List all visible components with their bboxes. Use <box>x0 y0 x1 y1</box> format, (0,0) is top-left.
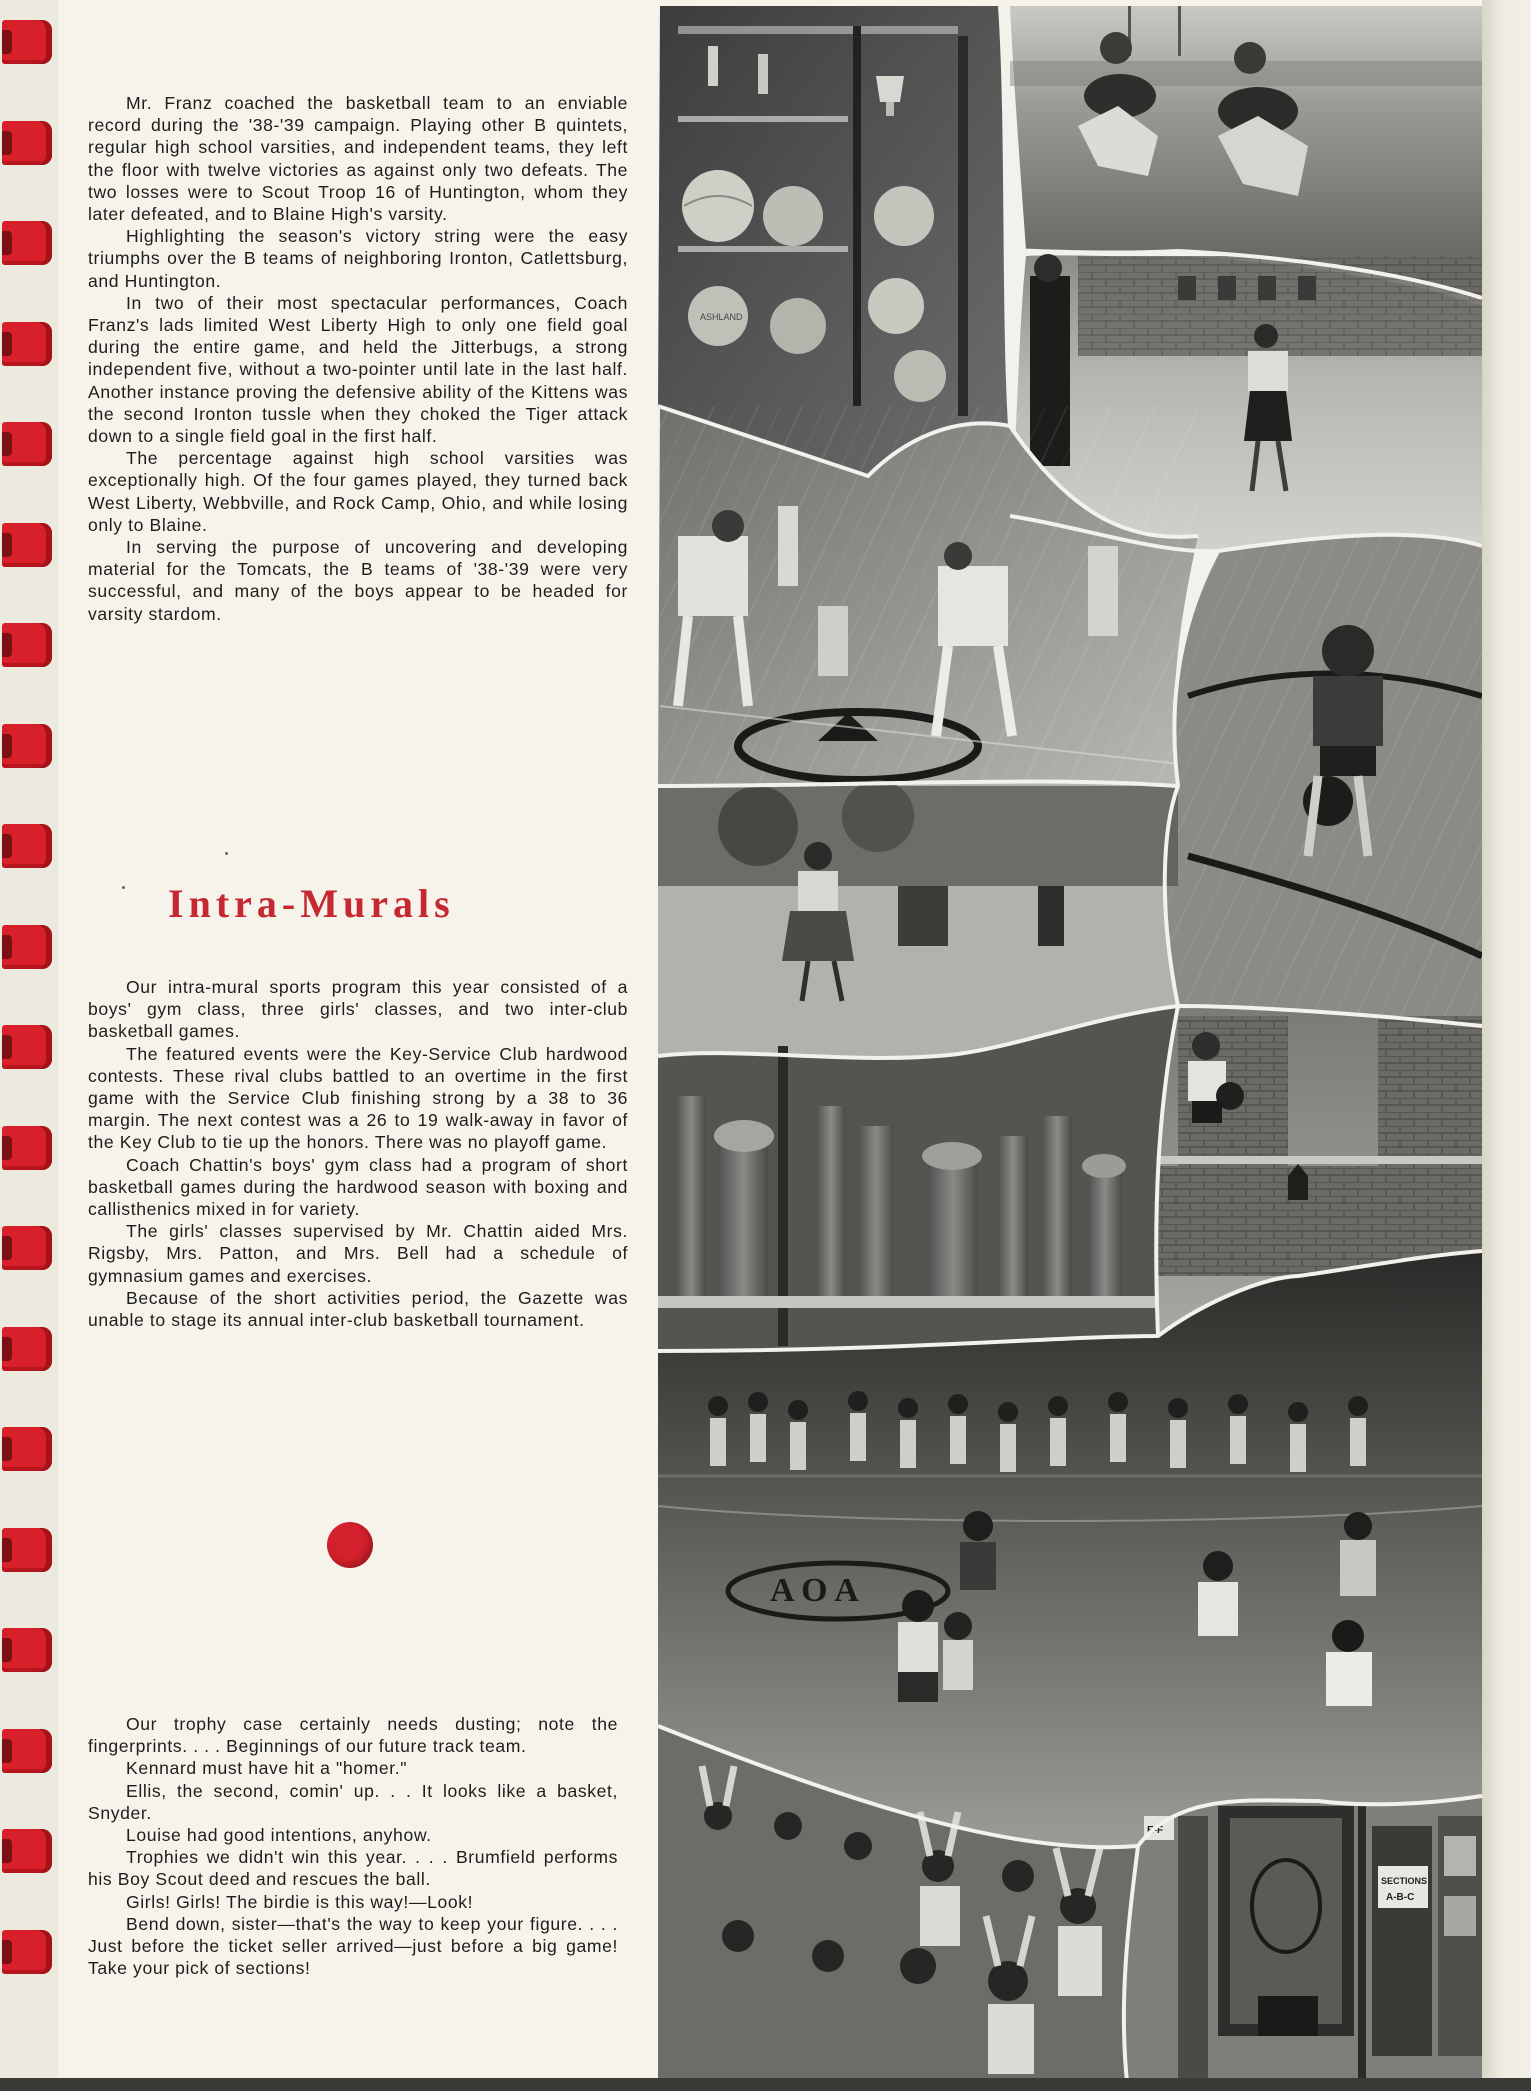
caption-paragraph: Trophies we didn't win this year. . . . Brumfield performs his Boy Scout deed and rescues the ball. <box>88 1847 618 1890</box>
intramurals-heading: Intra-Murals <box>168 881 455 926</box>
sections-abc-sign: A-B-C <box>1386 1892 1415 1903</box>
caption-paragraph: Our trophy case certainly needs dusting; note the fingerprints. . . . Beginnings of our future track team. <box>88 1714 618 1757</box>
caption-paragraph: Louise had good intentions, anyhow. <box>126 1825 432 1846</box>
photo-girl-overhead <box>1165 535 1482 1026</box>
binding-ring <box>2 1025 52 1069</box>
intramurals-article <box>88 976 628 1331</box>
binding-ring <box>2 523 52 567</box>
binding-ring <box>2 824 52 868</box>
binding-rings <box>0 0 58 2091</box>
photo-trophy-case <box>658 6 1010 476</box>
caption-paragraph: Ellis, the second, comin' up. . . It looks like a basket, Snyder. <box>88 1780 618 1823</box>
caption-paragraph: Bend down, sister—that's the way to keep your figure. . . . Just before the ticket seller arrived—just before a big game! Take your pick of sections! <box>88 1913 618 1979</box>
binding-ring <box>2 1327 52 1371</box>
binding-ring <box>2 1427 52 1471</box>
article-paragraph: Mr. Franz coached the basketball team to an enviable record during the '38-'39 campaign. Playing other B quintets, regular high school varsities, and independent teams, they left the floor with twelve victories as against only two defeats. The two losses were to Scout Troop 16 of Huntington, whom they later defeated, and to Blaine High's varsity. <box>88 93 628 225</box>
binding-ring <box>2 1628 52 1672</box>
binding-ring <box>2 925 52 969</box>
binding-ring <box>2 1226 52 1270</box>
photo-boys-court <box>658 406 1198 786</box>
spiral-binding <box>0 0 58 2091</box>
photo-girls-outdoors <box>658 780 1178 1058</box>
article-paragraph: In two of their most spectacular performances, Coach Franz's lads limited West Liberty High to only one field goal during the entire game, and held the Jitterbugs, a strong independent five, without a two-pointer until late in the last half. Another instance proving the defensive ability of the Kittens was the second Ironton tussle when they choked the Tiger attack down to a single field goal in the first half. <box>88 292 628 447</box>
page-edge <box>1482 0 1531 2091</box>
caption-paragraph: Girls! Girls! The birdie is this way!—Look! <box>126 1891 474 1912</box>
photo-collage <box>658 6 1482 2091</box>
binding-ring <box>2 724 52 768</box>
sections-ef-sign: E-F <box>1147 1825 1164 1836</box>
photo-ticket-window <box>1124 1796 1482 2091</box>
binding-ring <box>2 1729 52 1773</box>
binding-ring <box>2 1528 52 1572</box>
intramurals-paragraph: Because of the short activities period, the Gazette was unable to stage its annual inter-club basketball tournament. <box>88 1287 628 1331</box>
binding-ring <box>2 623 52 667</box>
intramurals-paragraph: Coach Chattin's boys' gym class had a program of short basketball games during the hardwood season with boxing and callisthenics mixed in for variety. <box>88 1154 628 1220</box>
binding-ring <box>2 1930 52 1974</box>
intramurals-paragraph: The girls' classes supervised by Mr. Chattin aided Mrs. Rigsby, Mrs. Patton, and Mrs. Bell had a schedule of gymnasium games and exercises. <box>88 1221 628 1286</box>
print-speck <box>225 852 228 855</box>
photo-captions <box>88 1713 618 1979</box>
red-bullet-dot <box>327 1522 373 1568</box>
article-paragraph: Highlighting the season's victory string were the easy triumphs over the B teams of neighboring Ironton, Catlettsburg, and Huntington. <box>88 226 628 291</box>
basketball-article <box>88 92 628 625</box>
page-bottom-edge <box>0 2078 1531 2091</box>
caption-paragraph: Kennard must have hit a "homer." <box>126 1758 408 1779</box>
binding-ring <box>2 121 52 165</box>
binding-ring <box>2 1829 52 1873</box>
binding-ring <box>2 322 52 366</box>
article-paragraph: The percentage against high school varsities was exceptionally high. Of the four games played, they turned back West Liberty, Webbville, and Rock Camp, Ohio, and while losing only to Blaine. <box>88 448 628 535</box>
print-speck <box>122 886 125 889</box>
binding-ring <box>2 20 52 64</box>
binding-ring <box>2 1126 52 1170</box>
article-paragraph: In serving the purpose of uncovering and developing material for the Tomcats, the B teams of '38-'39 were very successful, and many of the boys appear to be headed for varsity stardom. <box>88 537 628 624</box>
intramurals-paragraph: Our intra-mural sports program this year consisted of a boys' gym class, three girls' classes, and two inter-club basketball games. <box>88 977 628 1042</box>
intramurals-paragraph: The featured events were the Key-Service Club hardwood contests. These rival clubs battled to an overtime in the first game with the Service Club finishing strong by a 38 to 36 margin. The next contest was a 26 to 19 walk-away in favor of the Key Club to tie up the honors. There was no playoff game. <box>88 1043 628 1153</box>
ball-label: ASHLAND <box>700 312 743 322</box>
binding-ring <box>2 422 52 466</box>
binding-ring <box>2 221 52 265</box>
court-letters: A O A <box>770 1572 859 1609</box>
sections-sign: SECTIONS <box>1381 1876 1428 1886</box>
